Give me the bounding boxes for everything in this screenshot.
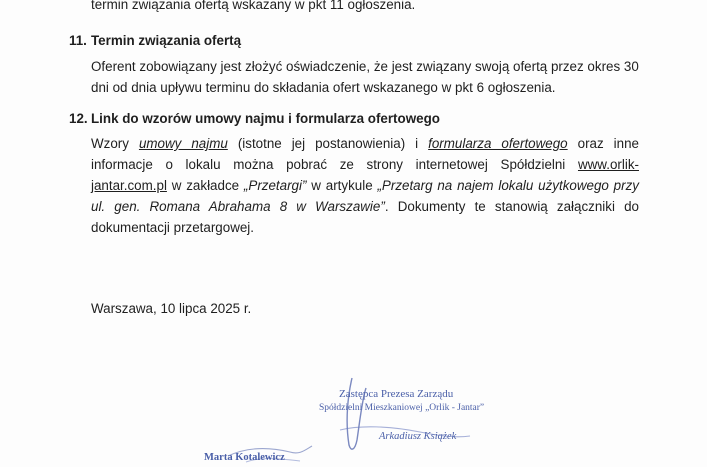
section-number: 12. [69,111,88,126]
section-12-line-5: dokumentacji przetargowej. [91,220,255,235]
website-link-part-1[interactable]: www.orlik- [577,157,639,172]
article-title-part-2: ul. gen. Romana Abrahama 8 w Warszawie” [91,199,385,214]
text-run: informacje o lokalu można pobrać ze strony internetowej Spółdzielni [91,157,566,172]
section-title: Link do wzorów umowy najmu i formularza ofertowego [91,111,440,126]
place-and-date: Warszawa, 10 lipca 2025 r. [91,301,252,316]
link-umowy-najmu[interactable]: umowy najmu [138,136,228,151]
text-run: w artykule [311,178,373,193]
text-run: Wzory [91,136,129,151]
tab-name: „Przetargi” [243,178,307,193]
left-signatory-name: Marta Kotalewicz [204,452,285,463]
section-title: Termin związania ofertą [91,33,242,48]
stamp-title: Zastępca Prezesa Zarządu [339,388,454,400]
section-11-line-1: Oferent zobowiązany jest złożyć oświadczenie, że jest związany swoją ofertą przez okres 30 [91,59,639,74]
link-formularza-ofertowego[interactable]: formularza ofertowego [428,136,568,151]
section-number: 11. [69,33,87,48]
article-title-part-1: „Przetarg na najem lokalu użytkowego przy [377,178,639,193]
website-link-part-2[interactable]: jantar.com.pl [91,178,167,193]
section-11-line-2: dni od dnia upływu terminu do składania ofert wskazanego w pkt 6 ogłoszenia. [91,80,556,95]
previous-item-fragment: termin związania ofertą wskazany w pkt 11 ogłoszenia. [91,0,416,12]
text-run: oraz inne [577,136,639,151]
text-run: (istotne jej postanowienia) i [237,136,419,151]
text-run: . Dokumenty te stanowią załączniki do [384,199,639,214]
stamp-cooperative-name: Spółdzielni Mieszkaniowej „Orlik - Jantar” [319,403,485,413]
stamp-signatory-name: Arkadiusz Książek [379,431,457,442]
text-run: w zakładce [171,178,240,193]
